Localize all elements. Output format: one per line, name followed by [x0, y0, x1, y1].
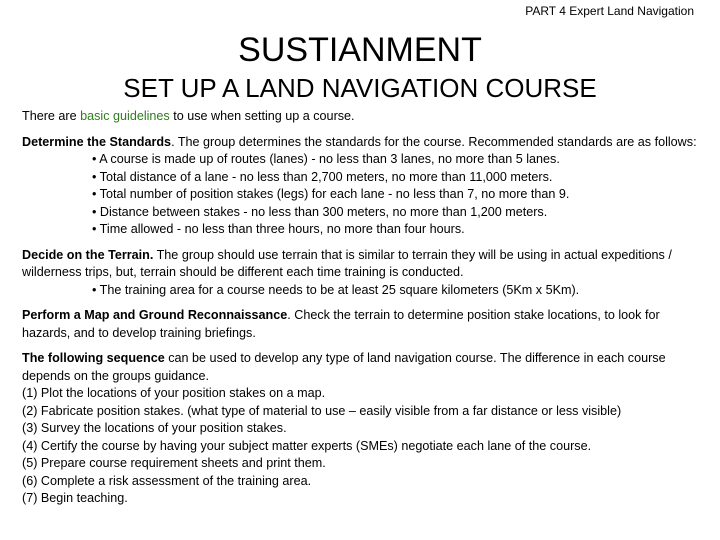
sequence-text: can be used to develop any type of land navigation course. The difference in each course depends on the groups guidance.: [22, 351, 666, 383]
sequence-step: (4) Certify the course by having your subject matter experts (SMEs) negotiate each lane of the course.: [22, 438, 592, 453]
sequence-step: (5) Prepare course requirement sheets and print them.: [22, 456, 326, 470]
terrain-paragraph: [22, 247, 698, 282]
standards-bullet: • Total number of position stakes (legs) for each lane - no less than 7, no more than 9.: [92, 187, 570, 201]
intro-text-after: to use when setting up a course.: [169, 109, 355, 123]
terrain-heading: Decide on the Terrain.: [22, 247, 154, 262]
terrain-list: [22, 282, 698, 300]
page-subtitle: SET UP A LAND NAVIGATION COURSE: [123, 73, 597, 103]
recon-paragraph: [22, 307, 698, 342]
terrain-bullet: • The training area for a course needs to be at least 25 square kilometers (5Km x 5Km).: [92, 282, 580, 297]
recon-text: . Check the terrain to determine position stake locations, to look for hazards, and to develop training briefings.: [22, 308, 660, 340]
standards-bullet: • A course is made up of routes (lanes) - no less than 3 lanes, no more than 5 lanes.: [92, 152, 560, 166]
terrain-text: The group should use terrain that is similar to terrain they will be using in actual expeditions / wilderness trips, but, terrain should be different each time training is conducted.: [22, 247, 672, 279]
slide-body: [22, 108, 698, 508]
intro-text-before: There are: [22, 109, 81, 123]
standards-paragraph: [22, 134, 698, 152]
sequence-steps-list: [22, 385, 698, 508]
standards-bullet: • Distance between stakes - no less than 300 meters, no more than 1,200 meters.: [92, 204, 548, 219]
sequence-paragraph: [22, 350, 698, 385]
page-title: SUSTIANMENT: [238, 31, 482, 69]
sequence-step: (1) Plot the locations of your position stakes on a map.: [22, 386, 326, 400]
sequence-step: (2) Fabricate position stakes. (what type of material to use – easily visible from a far distance or less visible): [22, 403, 622, 418]
standards-bullet: • Total distance of a lane - no less than 2,700 meters, no more than 11,000 meters.: [92, 169, 553, 184]
sequence-heading: The following sequence: [22, 351, 165, 365]
standards-bullet: • Time allowed - no less than three hours, no more than four hours.: [92, 222, 465, 236]
basic-guidelines-highlight: basic guidelines: [80, 109, 170, 123]
intro-paragraph: [22, 108, 698, 126]
recon-heading: Perform a Map and Ground Reconnaissance: [22, 308, 288, 322]
sequence-step: (6) Complete a risk assessment of the training area.: [22, 473, 312, 488]
standards-heading: Determine the Standards: [22, 134, 172, 149]
sequence-step: (3) Survey the locations of your position stakes.: [22, 421, 287, 435]
section-label: PART 4 Expert Land Navigation: [525, 4, 694, 18]
standards-text: . The group determines the standards for the course. Recommended standards are as follows:: [171, 134, 697, 149]
standards-list: [22, 151, 698, 239]
sequence-step: (7) Begin teaching.: [22, 491, 128, 505]
